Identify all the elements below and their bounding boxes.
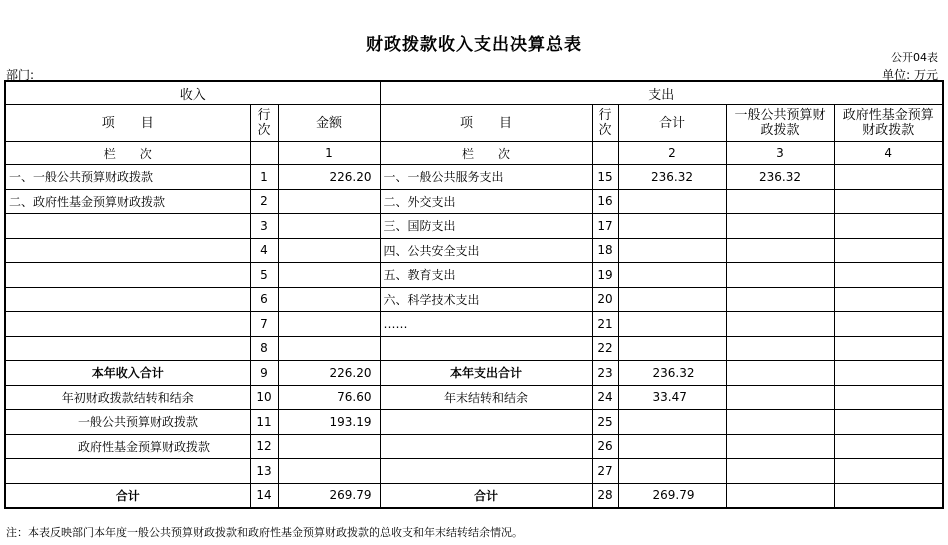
summary-expense-total-cell: 236.32: [618, 361, 726, 386]
expense-fund-cell: [834, 263, 943, 288]
expense-row-no-cell: 21: [592, 312, 618, 337]
col-income-amount: 金额: [278, 105, 380, 142]
summary-income-amount-cell: 76.60: [278, 385, 380, 410]
income-header: 收入: [5, 81, 380, 105]
col-expense-item: 项 目: [380, 105, 592, 142]
income-item-cell: [5, 336, 250, 361]
table-row: [5, 263, 943, 288]
income-amount-cell: [278, 336, 380, 361]
page-title: 财政拨款收入支出决算总表: [366, 35, 582, 55]
summary-expense-item-cell: [380, 410, 592, 435]
expense-fund-cell: [834, 287, 943, 312]
table-row: [5, 238, 943, 263]
col-income-row: 行次: [250, 105, 278, 142]
col-income-item: 项 目: [5, 105, 250, 142]
income-row-no-cell: 8: [250, 336, 278, 361]
header-row-sequence: [5, 142, 943, 165]
expense-row-no-cell: 19: [592, 263, 618, 288]
expense-header: 支出: [380, 81, 943, 105]
income-row-no-cell: 3: [250, 214, 278, 239]
expense-fund-cell: [834, 214, 943, 239]
summary-income-amount-cell: 226.20: [278, 361, 380, 386]
seq-blank: [250, 142, 278, 165]
summary-income-item-cell: 一般公共预算财政拨款: [5, 410, 250, 435]
summary-expense-item-cell: [380, 459, 592, 484]
expense-fund-cell: [834, 312, 943, 337]
expense-item-cell: 三、国防支出: [380, 214, 592, 239]
income-row-no-cell: 2: [250, 189, 278, 214]
income-amount-cell: 226.20: [278, 165, 380, 190]
income-row-no-cell: 4: [250, 238, 278, 263]
income-amount-cell: [278, 312, 380, 337]
income-row-no-cell: 1: [250, 165, 278, 190]
income-item-cell: [5, 238, 250, 263]
summary-income-item-cell: [5, 459, 250, 484]
col-expense-general: 一般公共预算财政拨款: [726, 105, 834, 142]
income-item-cell: [5, 263, 250, 288]
expense-general-cell: 236.32: [726, 165, 834, 190]
summary-expense-item-cell: [380, 434, 592, 459]
expense-fund-cell: [834, 165, 943, 190]
summary-expense-general-cell: [726, 385, 834, 410]
summary-income-row-no-cell: 11: [250, 410, 278, 435]
expense-item-cell: 五、教育支出: [380, 263, 592, 288]
table-row: [5, 287, 943, 312]
form-number: 公开04表: [891, 51, 938, 64]
col-expense-total: 合计: [618, 105, 726, 142]
summary-expense-total-cell: [618, 410, 726, 435]
summary-expense-total-cell: 33.47: [618, 385, 726, 410]
expense-row-no-cell: 16: [592, 189, 618, 214]
summary-expense-item-cell: 本年支出合计: [380, 361, 592, 386]
expense-general-cell: [726, 287, 834, 312]
table-row: [5, 214, 943, 239]
income-item-cell: 一、一般公共预算财政拨款: [5, 165, 250, 190]
summary-row: [5, 483, 943, 508]
income-item-cell: [5, 214, 250, 239]
expense-general-cell: [726, 312, 834, 337]
summary-income-item-cell: 合计: [5, 483, 250, 508]
expense-total-cell: [618, 214, 726, 239]
expense-item-cell: 六、科学技术支出: [380, 287, 592, 312]
summary-income-item-cell: 年初财政拨款结转和结余: [5, 385, 250, 410]
summary-expense-row-no-cell: 27: [592, 459, 618, 484]
expense-general-cell: [726, 263, 834, 288]
expense-total-cell: [618, 263, 726, 288]
income-row-no-cell: 6: [250, 287, 278, 312]
expense-fund-cell: [834, 336, 943, 361]
expense-row-no-cell: 20: [592, 287, 618, 312]
expense-row-no-cell: 15: [592, 165, 618, 190]
summary-expense-total-cell: [618, 434, 726, 459]
summary-expense-row-no-cell: 28: [592, 483, 618, 508]
summary-expense-row-no-cell: 26: [592, 434, 618, 459]
income-item-cell: [5, 287, 250, 312]
seq-1: 1: [278, 142, 380, 165]
seq-2: 2: [618, 142, 726, 165]
footnote: 注：本表反映部门本年度一般公共预算财政拨款和政府性基金预算财政拨款的总收支和年末结转结余情况。: [6, 526, 523, 539]
expense-total-cell: [618, 287, 726, 312]
summary-expense-general-cell: [726, 459, 834, 484]
summary-income-row-no-cell: 10: [250, 385, 278, 410]
col-expense-fund: 政府性基金预算财政拨款: [834, 105, 943, 142]
summary-expense-item-cell: 年末结转和结余: [380, 385, 592, 410]
seq-blank: [592, 142, 618, 165]
summary-income-amount-cell: 269.79: [278, 483, 380, 508]
expense-total-cell: [618, 189, 726, 214]
summary-expense-fund-cell: [834, 385, 943, 410]
summary-expense-general-cell: [726, 434, 834, 459]
income-item-cell: 二、政府性基金预算财政拨款: [5, 189, 250, 214]
expense-row-no-cell: 17: [592, 214, 618, 239]
department-label: 部门:: [6, 68, 35, 82]
summary-expense-general-cell: [726, 361, 834, 386]
summary-income-amount-cell: 193.19: [278, 410, 380, 435]
table-row: [5, 165, 943, 190]
summary-expense-total-cell: [618, 459, 726, 484]
summary-expense-general-cell: [726, 483, 834, 508]
summary-expense-fund-cell: [834, 483, 943, 508]
summary-expense-fund-cell: [834, 459, 943, 484]
table-row: [5, 336, 943, 361]
income-amount-cell: [278, 189, 380, 214]
expense-item-cell: 一、一般公共服务支出: [380, 165, 592, 190]
summary-expense-row-no-cell: 24: [592, 385, 618, 410]
summary-income-row-no-cell: 14: [250, 483, 278, 508]
expense-general-cell: [726, 214, 834, 239]
expense-row-no-cell: 22: [592, 336, 618, 361]
expense-item-cell: [380, 336, 592, 361]
summary-expense-general-cell: [726, 410, 834, 435]
income-amount-cell: [278, 287, 380, 312]
summary-expense-row-no-cell: 23: [592, 361, 618, 386]
expense-fund-cell: [834, 238, 943, 263]
income-row-no-cell: 5: [250, 263, 278, 288]
seq-label-left: 栏 次: [5, 142, 250, 165]
expense-total-cell: [618, 238, 726, 263]
seq-3: 3: [726, 142, 834, 165]
income-item-cell: [5, 312, 250, 337]
expense-item-cell: 二、外交支出: [380, 189, 592, 214]
header-row-sections: [5, 81, 943, 105]
summary-income-item-cell: 本年收入合计: [5, 361, 250, 386]
summary-income-row-no-cell: 12: [250, 434, 278, 459]
summary-row: [5, 434, 943, 459]
summary-income-item-cell: 政府性基金预算财政拨款: [5, 434, 250, 459]
header-row-columns: [5, 105, 943, 142]
expense-total-cell: [618, 312, 726, 337]
fiscal-summary-table: [4, 80, 944, 509]
income-amount-cell: [278, 214, 380, 239]
table-row: [5, 312, 943, 337]
unit-label: 单位: 万元: [882, 68, 938, 82]
expense-general-cell: [726, 336, 834, 361]
expense-item-cell: ……: [380, 312, 592, 337]
summary-expense-fund-cell: [834, 434, 943, 459]
col-expense-row: 行次: [592, 105, 618, 142]
expense-general-cell: [726, 238, 834, 263]
income-amount-cell: [278, 238, 380, 263]
summary-expense-fund-cell: [834, 410, 943, 435]
expense-total-cell: [618, 336, 726, 361]
table-row: [5, 189, 943, 214]
summary-expense-item-cell: 合计: [380, 483, 592, 508]
seq-label-right: 栏 次: [380, 142, 592, 165]
income-row-no-cell: 7: [250, 312, 278, 337]
summary-income-amount-cell: [278, 434, 380, 459]
summary-row: [5, 459, 943, 484]
summary-expense-fund-cell: [834, 361, 943, 386]
expense-row-no-cell: 18: [592, 238, 618, 263]
income-amount-cell: [278, 263, 380, 288]
summary-expense-row-no-cell: 25: [592, 410, 618, 435]
expense-general-cell: [726, 189, 834, 214]
summary-income-amount-cell: [278, 459, 380, 484]
summary-income-row-no-cell: 9: [250, 361, 278, 386]
summary-expense-total-cell: 269.79: [618, 483, 726, 508]
expense-fund-cell: [834, 189, 943, 214]
summary-income-row-no-cell: 13: [250, 459, 278, 484]
summary-row: [5, 410, 943, 435]
summary-row: [5, 361, 943, 386]
summary-row: [5, 385, 943, 410]
seq-4: 4: [834, 142, 943, 165]
expense-item-cell: 四、公共安全支出: [380, 238, 592, 263]
expense-total-cell: 236.32: [618, 165, 726, 190]
